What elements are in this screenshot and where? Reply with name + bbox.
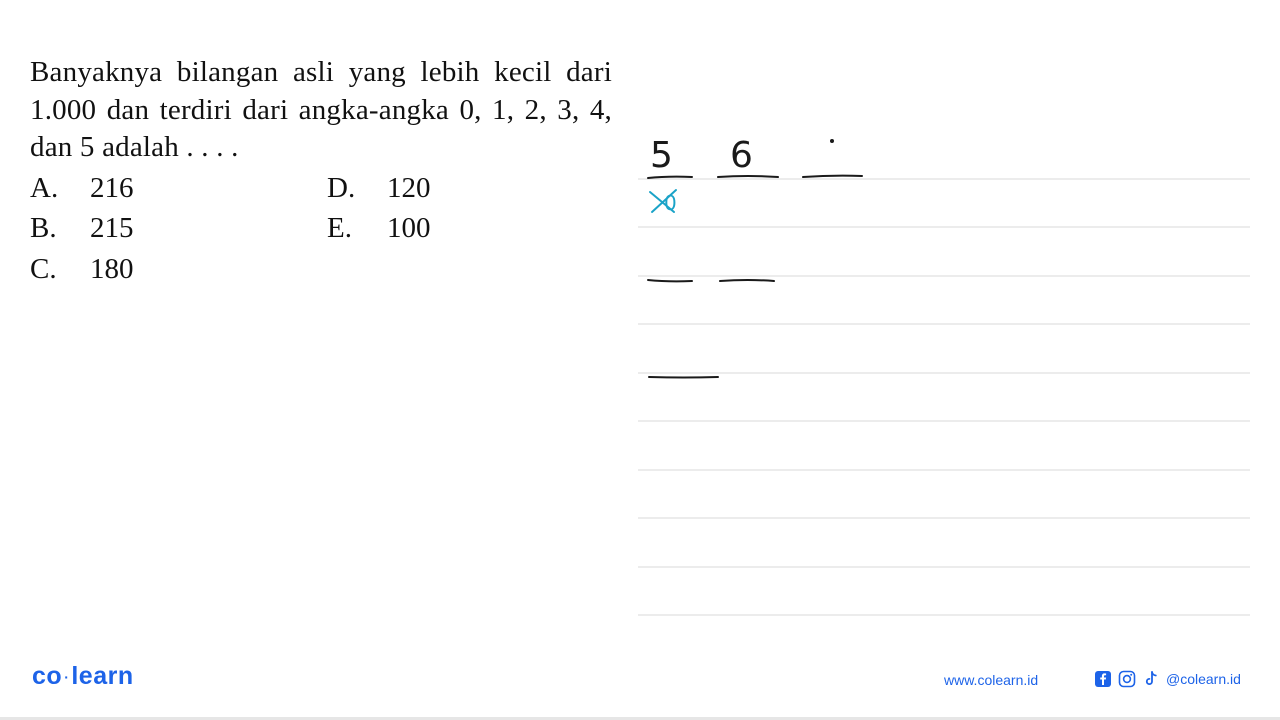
blank-underline bbox=[720, 280, 774, 281]
option-value: 100 bbox=[387, 212, 431, 244]
handwritten-digit: 6 bbox=[730, 135, 753, 176]
blank-underline bbox=[649, 377, 718, 378]
blank-underline bbox=[803, 176, 862, 177]
social-handle[interactable]: @colearn.id bbox=[1166, 671, 1241, 687]
logo-part: co bbox=[32, 662, 63, 690]
option-value: 215 bbox=[90, 212, 134, 244]
question-text: Banyaknya bilangan asli yang lebih kecil dari 1.000 dan terdiri dari angka-angka 0, 1, 2, 3, 4, dan 5 adalah . . . . bbox=[30, 56, 612, 163]
social-links bbox=[1094, 669, 1241, 689]
logo-dot: · bbox=[64, 669, 70, 686]
website-link[interactable]: www.colearn.id bbox=[944, 672, 1039, 688]
option-letter: E. bbox=[327, 212, 352, 244]
handwritten-dot bbox=[830, 139, 834, 143]
option-letter: A. bbox=[30, 172, 59, 204]
option-letter: C. bbox=[30, 253, 57, 285]
tiktok-icon[interactable] bbox=[1142, 670, 1160, 688]
option-value: 180 bbox=[90, 253, 134, 285]
option-value: 120 bbox=[387, 172, 431, 204]
ruled-lines bbox=[638, 179, 1250, 615]
option-value: 216 bbox=[90, 172, 134, 204]
handwritten-digit: 5 bbox=[650, 135, 673, 176]
blank-underline bbox=[718, 176, 778, 177]
crossed-digit: 0 bbox=[664, 191, 677, 215]
option-letter: B. bbox=[30, 212, 57, 244]
colearn-logo bbox=[32, 662, 134, 691]
blank-underline bbox=[648, 177, 692, 178]
option-letter: D. bbox=[327, 172, 356, 204]
blank-underline bbox=[648, 280, 692, 281]
facebook-icon[interactable] bbox=[1094, 670, 1112, 688]
logo-part: learn bbox=[71, 662, 134, 690]
instagram-icon[interactable] bbox=[1118, 670, 1136, 688]
